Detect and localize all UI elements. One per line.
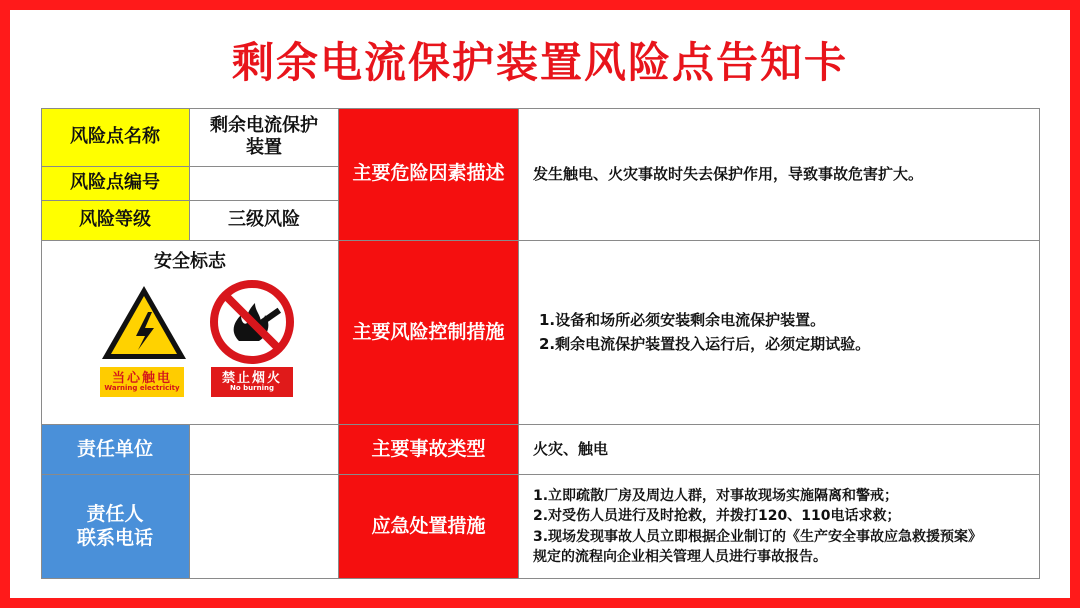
risk-name-label: 风险点名称 — [41, 108, 190, 167]
prohibit-sign-plate — [211, 367, 293, 397]
risk-card-table — [41, 108, 1040, 579]
safety-signs-title: 安全标志 — [154, 251, 226, 272]
electric-shock-warning-icon — [100, 284, 188, 362]
emergency-text — [519, 475, 1040, 579]
risk-level-label: 风险等级 — [41, 201, 190, 241]
emergency-item: 规定的流程向企业相关管理人员进行事故报告。 — [533, 548, 827, 565]
responsible-unit-value — [190, 425, 339, 475]
emergency-label: 应急处置措施 — [339, 475, 519, 579]
no-burning-icon — [209, 279, 295, 365]
responsible-person-label — [41, 475, 190, 579]
risk-name-value-line1: 剩余电流保护 — [210, 114, 318, 136]
warning-sign-plate — [100, 367, 184, 397]
responsible-unit-label: 责任单位 — [41, 425, 190, 475]
accident-type-label: 主要事故类型 — [339, 425, 519, 475]
hazard-text: 发生触电、火灾事故时失去保护作用，导致事故危害扩大。 — [519, 108, 1040, 241]
risk-code-value — [190, 167, 339, 201]
prohibit-sign-label-cn: 禁止烟火 — [221, 370, 282, 386]
emergency-item: 3.现场发现事故人员立即根据企业制订的《生产安全事故应急救援预案》 — [533, 528, 983, 545]
warning-sign-label-cn: 当心触电 — [111, 370, 172, 386]
prohibit-sign-label-en: No burning — [230, 384, 274, 393]
accident-type-value: 火灾、触电 — [519, 425, 1040, 475]
responsible-person-label-line1: 责任人 — [86, 502, 144, 525]
risk-code-label: 风险点编号 — [41, 167, 190, 201]
warning-sign-label-en: Warning electricity — [104, 384, 180, 393]
responsible-person-value — [190, 475, 339, 579]
responsible-person-label-line2: 联系电话 — [76, 526, 153, 549]
risk-name-value-line2: 装置 — [246, 137, 282, 158]
risk-name-value — [190, 108, 339, 167]
control-item: 1.设备和场所必须安装剩余电流保护装置。 — [539, 311, 826, 330]
emergency-item: 1.立即疏散厂房及周边人群，对事故现场实施隔离和警戒； — [533, 487, 899, 504]
control-item: 2.剩余电流保护装置投入运行后，必须定期试验。 — [539, 334, 871, 353]
emergency-item: 2.对受伤人员进行及时抢救，并拨打120、110电话求救； — [533, 508, 901, 525]
hazard-label: 主要危险因素描述 — [339, 108, 519, 241]
risk-level-value: 三级风险 — [190, 201, 339, 241]
safety-signs-panel — [41, 241, 339, 425]
control-text — [519, 241, 1040, 425]
control-label: 主要风险控制措施 — [339, 241, 519, 425]
page-title: 剩余电流保护装置风险点告知卡 — [231, 38, 848, 87]
